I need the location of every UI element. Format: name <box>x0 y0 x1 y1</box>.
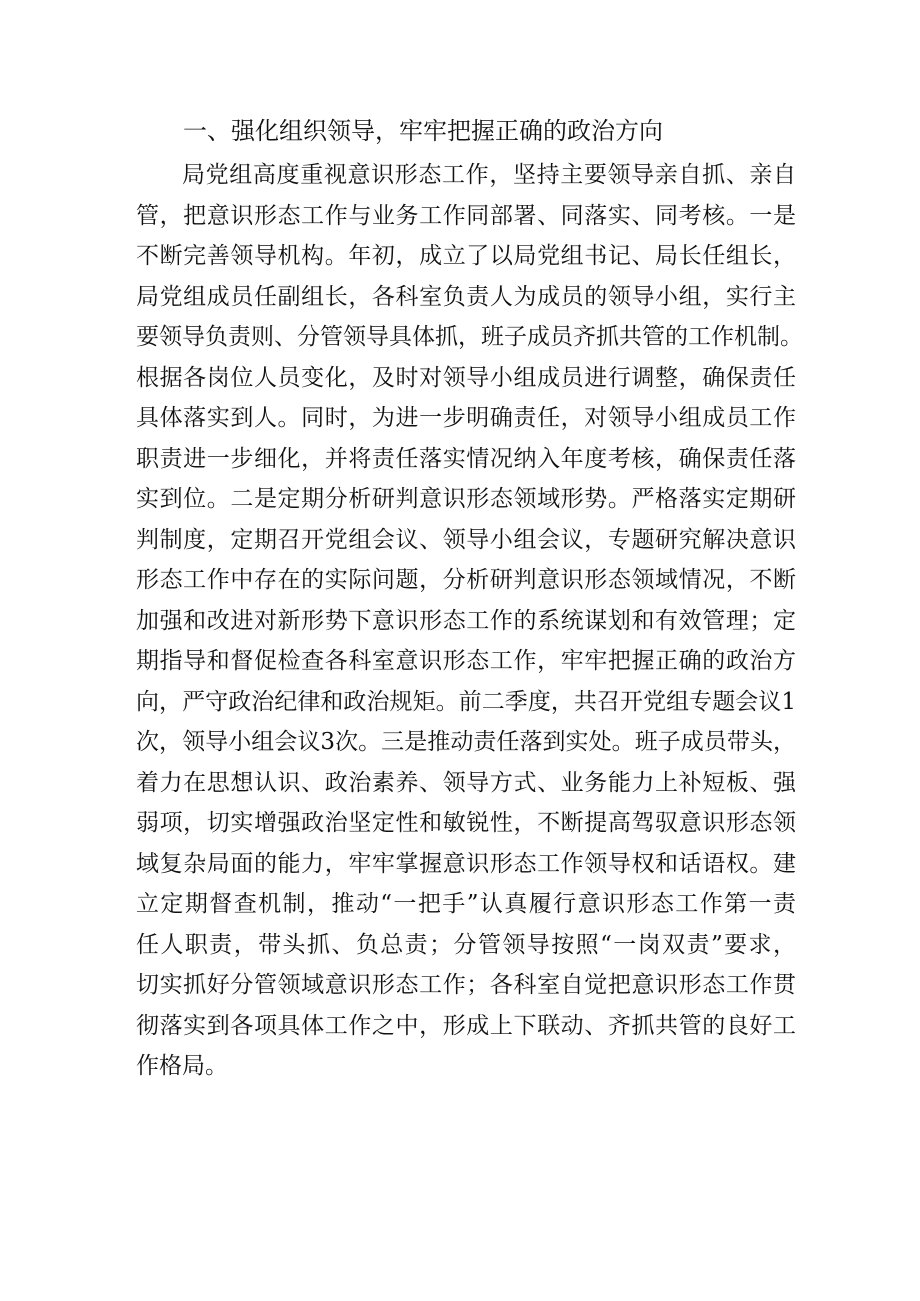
section-heading: 一、强化组织领导，牢牢把握正确的政治方向 <box>183 117 663 145</box>
paragraph-line: 管，把意识形态工作与业务工作同部署、同落实、同考核。一是 <box>136 202 796 229</box>
paragraph-line: 根据各岗位人员变化，及时对领导小组成员进行调整，确保责任 <box>136 364 796 391</box>
paragraph-line: 彻落实到各项具体工作之中，形成上下联动、齐抓共管的良好工 <box>136 1012 796 1039</box>
paragraph-line: 职责进一步细化，并将责任落实情况纳入年度考核，确保责任落 <box>136 445 796 472</box>
paragraph-line: 着力在思想认识、政治素养、领导方式、业务能力上补短板、强 <box>136 769 796 796</box>
paragraph-line: 任人职责，带头抓、负总责；分管领导按照“一岗双责”要求， <box>136 931 796 958</box>
paragraph-line: 实到位。二是定期分析研判意识形态领域形势。严格落实定期研 <box>136 486 796 512</box>
paragraph-line: 域复杂局面的能力，牢牢掌握意识形态工作领导权和话语权。建 <box>136 850 796 877</box>
paragraph-line: 不断完善领导机构。年初，成立了以局党组书记、局长任组长， <box>136 243 796 269</box>
paragraph-line: 次，领导小组会议3次。三是推动责任落到实处。班子成员带头， <box>136 729 796 755</box>
paragraph-line: 弱项，切实增强政治坚定性和敏锐性，不断提高驾驭意识形态领 <box>136 810 796 836</box>
paragraph-line: 判制度，定期召开党组会议、领导小组会议，专题研究解决意识 <box>136 526 796 553</box>
paragraph-line: 加强和改进对新形势下意识形态工作的系统谋划和有效管理；定 <box>136 607 796 634</box>
paragraph-line: 局党组成员任副组长，各科室负责人为成员的领导小组，实行主 <box>136 283 796 310</box>
body-paragraph <box>136 155 803 1087</box>
paragraph-line: 作格局。 <box>136 1053 228 1079</box>
paragraph-line: 立定期督查机制，推动“一把手”认真履行意识形态工作第一责 <box>136 891 796 917</box>
paragraph-line: 向，严守政治纪律和政治规矩。前二季度，共召开党组专题会议1 <box>136 688 796 715</box>
paragraph-line: 期指导和督促检查各科室意识形态工作，牢牢把握正确的政治方 <box>136 648 796 674</box>
paragraph-line: 具体落实到人。同时，为进一步明确责任，对领导小组成员工作 <box>136 405 796 431</box>
paragraph-line: 局党组高度重视意识形态工作，坚持主要领导亲自抓、亲自 <box>182 162 796 188</box>
paragraph-line: 切实抓好分管领域意识形态工作；各科室自觉把意识形态工作贯 <box>136 972 796 998</box>
paragraph-line: 形态工作中存在的实际问题，分析研判意识形态领域情况，不断 <box>136 567 796 593</box>
paragraph-line: 要领导负责则、分管领导具体抓，班子成员齐抓共管的工作机制。 <box>136 324 803 350</box>
